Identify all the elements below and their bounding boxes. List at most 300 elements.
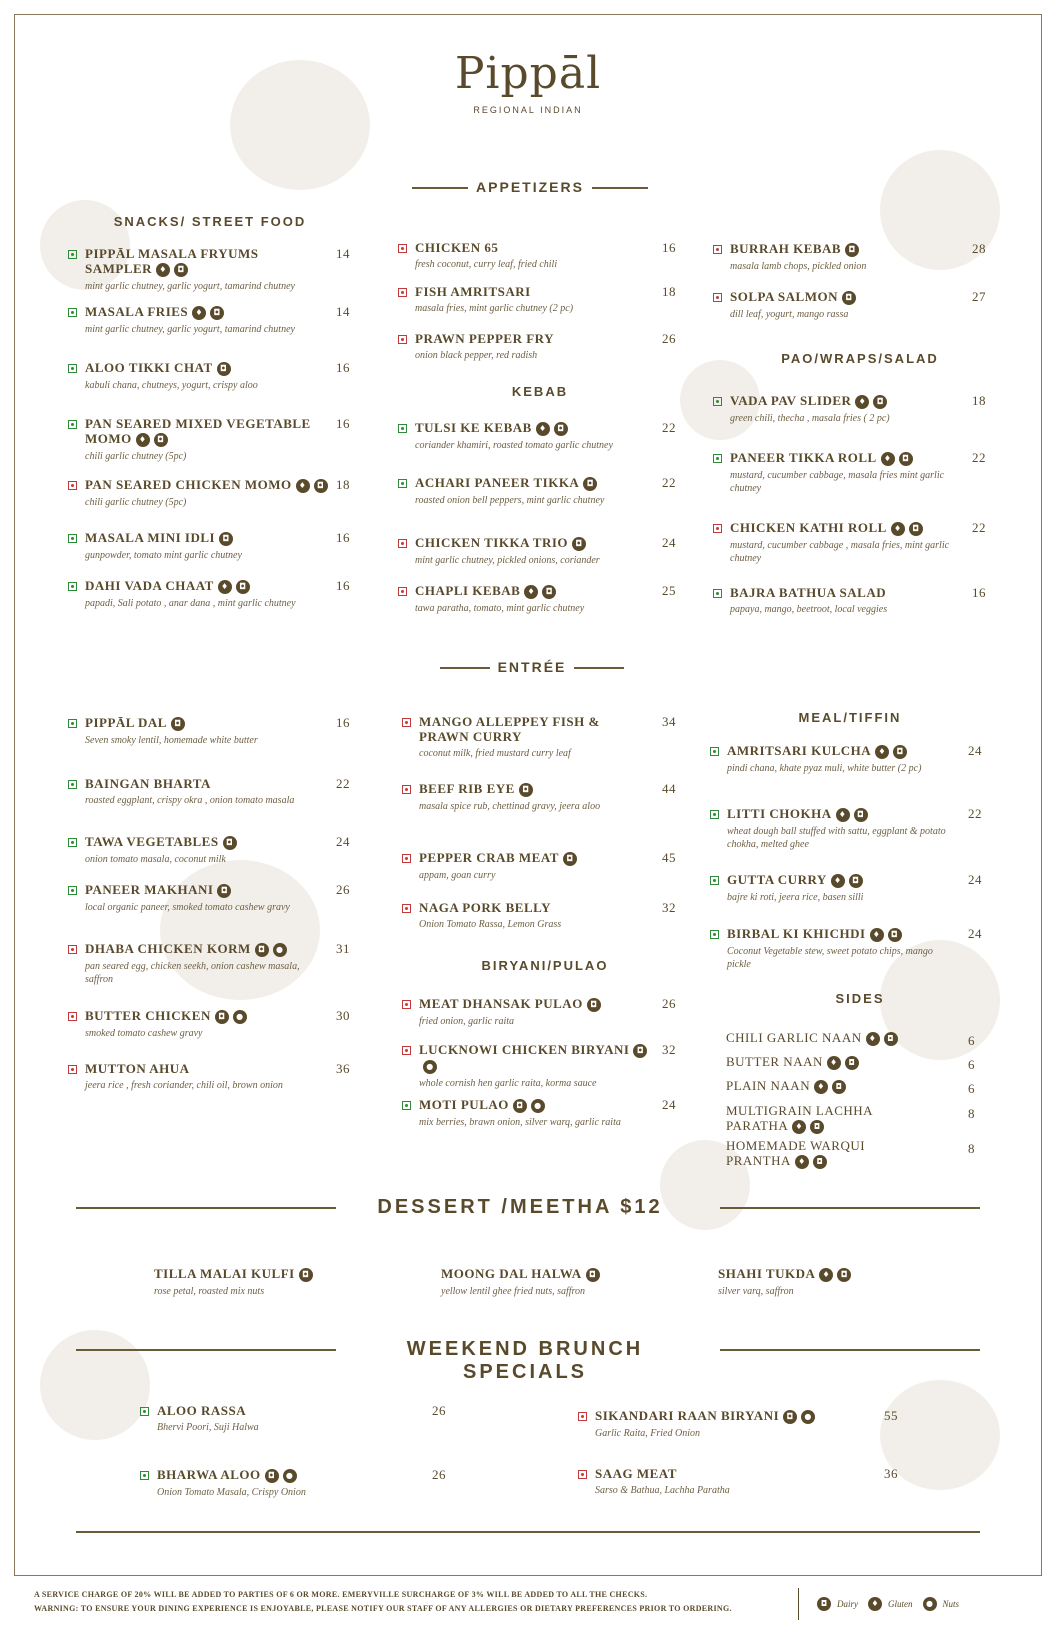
item-description: bajre ki roti, jeera rice, basen silli	[727, 892, 864, 904]
nuts-icon: ●	[283, 1469, 297, 1483]
menu-item	[68, 882, 328, 914]
item-name: BHARWA ALOO ◘ ●	[157, 1467, 297, 1483]
gluten-icon: ♦	[536, 422, 550, 436]
dairy-icon: ◘	[236, 580, 250, 594]
veg-mark-icon	[68, 420, 77, 429]
item-description: onion tomato masala, coconut milk	[85, 854, 226, 866]
item-description: roasted onion bell peppers, mint garlic chutney	[415, 495, 605, 507]
item-name: PEPPER CRAB MEAT ◘	[419, 850, 577, 866]
gluten-icon: ♦	[296, 479, 310, 493]
nonveg-mark-icon	[68, 1012, 77, 1021]
menu-item	[68, 1061, 328, 1092]
menu-item	[713, 585, 953, 616]
menu-item	[713, 520, 953, 565]
dairy-icon: ◘	[563, 852, 577, 866]
dairy-icon: ◘	[817, 1597, 831, 1611]
legend-dairy: Dairy	[837, 1599, 858, 1609]
gluten-icon: ♦	[218, 580, 232, 594]
veg-mark-icon	[68, 250, 77, 259]
divider	[76, 1207, 336, 1209]
gluten-icon: ♦	[881, 452, 895, 466]
item-name: SHAHI TUKDA ♦ ◘	[718, 1266, 958, 1282]
item-name: MOTI PULAO ◘ ●	[419, 1097, 545, 1113]
item-description: papaya, mango, beetroot, local veggies	[730, 604, 888, 615]
item-description: mint garlic chutney, garlic yogurt, tamarind chutney	[85, 281, 295, 293]
item-name: MASALA MINI IDLI ◘	[85, 530, 233, 546]
item-name: BAJRA BATHUA SALAD	[730, 585, 887, 600]
menu-item	[68, 246, 328, 293]
dairy-icon: ◘	[587, 998, 601, 1012]
menu-item	[398, 284, 648, 315]
section-meal: MEAL/TIFFIN	[798, 710, 902, 725]
brand-tagline: REGIONAL INDIAN	[473, 105, 583, 115]
item-price: 24	[662, 535, 676, 550]
legend-gluten: Gluten	[888, 1599, 913, 1609]
menu-item	[398, 475, 648, 507]
gluten-icon: ♦	[866, 1032, 880, 1046]
item-description: mustard, cucumber cabbage , masala fries, mint garlic chutney	[730, 540, 950, 565]
menu-item	[68, 941, 328, 986]
item-price: 28	[972, 241, 986, 256]
dairy-icon: ◘	[299, 1268, 313, 1282]
menu-item	[68, 530, 328, 562]
dairy-icon: ◘	[845, 243, 859, 257]
menu-item	[68, 1008, 328, 1040]
item-description: papadi, Sali potato , anar dana , mint garlic chutney	[85, 598, 296, 610]
item-name: LUCKNOWI CHICKEN BIRYANI ◘●	[419, 1042, 652, 1074]
item-description: rose petal, roasted mix nuts	[154, 1286, 265, 1298]
item-description: kabuli chana, chutneys, yogurt, crispy aloo	[85, 380, 258, 392]
item-name: PIPPĀL DAL ◘	[85, 715, 185, 731]
item-description: mustard, cucumber cabbage, masala fries mint garlic chutney	[730, 470, 945, 495]
item-price: 14	[336, 246, 350, 261]
dairy-icon: ◘	[899, 452, 913, 466]
gluten-icon: ♦	[136, 433, 150, 447]
menu-item	[68, 477, 328, 509]
item-description: masala lamb chops, pickled onion	[730, 261, 867, 273]
menu-item	[68, 715, 328, 747]
item-price: 24	[968, 926, 982, 941]
item-name: TILLA MALAI KULFI ◘	[154, 1266, 394, 1282]
dairy-icon: ◘	[217, 884, 231, 898]
item-price: 18	[972, 393, 986, 408]
item-price: 22	[662, 420, 676, 435]
dessert-item	[154, 1266, 394, 1298]
menu-item	[710, 806, 950, 851]
item-name: MEAT DHANSAK PULAO ◘	[419, 996, 601, 1012]
dairy-icon: ◘	[909, 522, 923, 536]
section-snacks: SNACKS/ STREET FOOD	[113, 214, 307, 229]
item-name: SIKANDARI RAAN BIRYANI ◘ ●	[595, 1408, 815, 1424]
item-name: BEEF RIB EYE ◘	[419, 781, 533, 797]
divider	[440, 667, 490, 669]
item-name: PANEER MAKHANI ◘	[85, 882, 231, 898]
side-item: MULTIGRAIN LACHHA PARATHA ♦ ◘	[726, 1103, 873, 1133]
item-price: 22	[972, 450, 986, 465]
item-price: 24	[662, 1097, 676, 1112]
dairy-icon: ◘	[223, 836, 237, 850]
item-name: CHICKEN KATHI ROLL ♦ ◘	[730, 520, 923, 536]
item-price: 25	[662, 583, 676, 598]
menu-item	[710, 743, 950, 775]
nuts-icon: ●	[273, 943, 287, 957]
item-name: SAAG MEAT	[595, 1466, 677, 1481]
nuts-icon: ●	[423, 1060, 437, 1074]
veg-mark-icon	[398, 479, 407, 488]
item-price: 32	[662, 1042, 676, 1057]
dairy-icon: ◘	[554, 422, 568, 436]
item-description: coriander khamiri, roasted tomato garlic chutney	[415, 440, 613, 452]
dairy-icon: ◘	[583, 477, 597, 491]
item-price: 16	[336, 715, 350, 730]
nonveg-mark-icon	[68, 481, 77, 490]
veg-mark-icon	[398, 424, 407, 433]
item-name: PANEER TIKKA ROLL ♦ ◘	[730, 450, 913, 466]
menu-item	[68, 776, 328, 807]
gluten-icon: ♦	[814, 1080, 828, 1094]
item-description: green chili, thecha , masala fries ( 2 pc)	[730, 413, 890, 425]
dairy-icon: ◘	[884, 1032, 898, 1046]
nonveg-mark-icon	[713, 293, 722, 302]
dairy-icon: ◘	[174, 263, 188, 277]
logo	[0, 48, 1056, 115]
menu-item	[398, 331, 648, 362]
item-description: onion black pepper, red radish	[415, 350, 538, 361]
item-name: ALOO TIKKI CHAT ◘	[85, 360, 231, 376]
dairy-icon: ◘	[893, 745, 907, 759]
dairy-icon: ◘	[832, 1080, 846, 1094]
section-appetizers: APPETIZERS	[476, 179, 584, 195]
item-description: appam, goan curry	[419, 870, 496, 882]
item-name: CHICKEN TIKKA TRIO ◘	[415, 535, 586, 551]
menu-item	[402, 714, 652, 760]
item-price: 16	[336, 578, 350, 593]
gluten-icon: ♦	[524, 585, 538, 599]
item-name: BUTTER CHICKEN ◘ ●	[85, 1008, 247, 1024]
item-description: tawa paratha, tomato, mint garlic chutney	[415, 603, 585, 615]
dairy-icon: ◘	[854, 808, 868, 822]
nonveg-mark-icon	[402, 1046, 411, 1055]
item-price: 22	[336, 776, 350, 791]
menu-item	[140, 1403, 380, 1434]
item-description: whole cornish hen garlic raita, korma sauce	[419, 1078, 597, 1090]
dairy-icon: ◘	[633, 1044, 647, 1058]
dairy-icon: ◘	[783, 1410, 797, 1424]
item-price: 32	[662, 900, 676, 915]
item-name: TAWA VEGETABLES ◘	[85, 834, 237, 850]
item-price: 24	[336, 834, 350, 849]
gluten-icon: ♦	[868, 1597, 882, 1611]
item-price: 16	[972, 585, 986, 600]
side-item: PLAIN NAAN ♦ ◘	[726, 1078, 926, 1094]
item-name: BAINGAN BHARTA	[85, 776, 211, 791]
item-name: PIPPĀL MASALA FRYUMS SAMPLER ♦ ◘	[85, 246, 259, 276]
item-description: Garlic Raita, Fried Onion	[595, 1428, 700, 1440]
veg-mark-icon	[68, 308, 77, 317]
item-description: Coconut Vegetable stew, sweet potato chips, mango pickle	[727, 946, 933, 971]
item-name: BURRAH KEBAB ◘	[730, 241, 859, 257]
dairy-icon: ◘	[255, 943, 269, 957]
gluten-icon: ♦	[156, 263, 170, 277]
divider	[574, 667, 624, 669]
nonveg-mark-icon	[398, 335, 407, 344]
item-name: CHAPLI KEBAB ♦ ◘	[415, 583, 556, 599]
menu-item	[713, 393, 953, 425]
veg-mark-icon	[68, 886, 77, 895]
item-description: Onion Tomato Masala, Crispy Onion	[157, 1487, 306, 1499]
menu-item	[402, 1097, 652, 1129]
dairy-icon: ◘	[845, 1056, 859, 1070]
side-price: 8	[968, 1141, 975, 1156]
menu-item	[398, 420, 648, 452]
item-price: 16	[336, 360, 350, 375]
section-brunch: WEEKEND BRUNCH SPECIALS	[406, 1338, 644, 1383]
side-price: 8	[968, 1106, 975, 1121]
item-price: 34	[662, 714, 676, 729]
divider	[412, 187, 468, 189]
item-description: jeera rice , fresh coriander, chili oil, brown onion	[85, 1080, 283, 1091]
veg-mark-icon	[68, 582, 77, 591]
gluten-icon: ♦	[827, 1056, 841, 1070]
item-description: mint garlic chutney, garlic yogurt, tamarind chutney	[85, 324, 295, 336]
veg-mark-icon	[68, 838, 77, 847]
menu-item	[398, 240, 648, 271]
item-name: VADA PAV SLIDER ♦ ◘	[730, 393, 887, 409]
item-price: 44	[662, 781, 676, 796]
veg-mark-icon	[68, 534, 77, 543]
dairy-icon: ◘	[314, 479, 328, 493]
item-name: SOLPA SALMON ◘	[730, 289, 856, 305]
menu-item	[68, 304, 328, 336]
leaf-decoration	[880, 1380, 1000, 1490]
item-name: ALOO RASSA	[157, 1403, 247, 1418]
nonveg-mark-icon	[402, 904, 411, 913]
item-price: 16	[662, 240, 676, 255]
service-charge-note: A SERVICE CHARGE OF 20% WILL BE ADDED TO PARTIES OF 6 OR MORE. EMERYVILLE SURCHARGE OF 3% WILL BE ADDED TO ALL THE CHECKS.	[34, 1590, 648, 1599]
menu-item	[402, 900, 652, 931]
side-item: CHILI GARLIC NAAN ♦ ◘	[726, 1030, 926, 1046]
item-description: mix berries, brawn onion, silver warq, garlic raita	[419, 1117, 621, 1129]
item-name: MUTTON AHUA	[85, 1061, 190, 1076]
dairy-icon: ◘	[586, 1268, 600, 1282]
dessert-item	[718, 1266, 958, 1298]
item-name: TULSI KE KEBAB ♦ ◘	[415, 420, 568, 436]
menu-item	[710, 872, 950, 904]
footer-notes	[34, 1588, 732, 1616]
section-pao: PAO/WRAPS/SALAD	[781, 351, 939, 366]
veg-mark-icon	[713, 397, 722, 406]
divider	[76, 1531, 980, 1533]
item-price: 14	[336, 304, 350, 319]
section-dessert: DESSERT /MEETHA $12	[377, 1196, 663, 1218]
section-biryani: BIRYANI/PULAO	[481, 958, 609, 973]
nonveg-mark-icon	[398, 587, 407, 596]
item-description: Sarso & Bathua, Lachha Paratha	[595, 1485, 730, 1496]
brand-name: Pippāl	[454, 48, 602, 99]
item-name: FISH AMRITSARI	[415, 284, 531, 299]
item-description: Seven smoky lentil, homemade white butter	[85, 735, 258, 747]
item-price: 31	[336, 941, 350, 956]
menu-item	[398, 535, 648, 567]
menu-item	[402, 850, 652, 882]
item-price: 22	[662, 475, 676, 490]
item-name: PAN SEARED MIXED VEGETABLE MOMO ♦ ◘	[85, 416, 311, 446]
gluten-icon: ♦	[819, 1268, 833, 1282]
item-price: 26	[662, 996, 676, 1011]
dessert-item	[441, 1266, 681, 1298]
menu-item	[578, 1408, 838, 1440]
item-name: NAGA PORK BELLY	[419, 900, 551, 915]
menu-item	[68, 578, 328, 610]
item-description: pan seared egg, chicken seekh, onion cashew masala, saffron	[85, 961, 300, 986]
item-description: fried onion, garlic raita	[419, 1016, 514, 1028]
dairy-icon: ◘	[519, 783, 533, 797]
veg-mark-icon	[140, 1471, 149, 1480]
nonveg-mark-icon	[398, 288, 407, 297]
item-description: smoked tomato cashew gravy	[85, 1028, 203, 1040]
item-price: 18	[336, 477, 350, 492]
item-price: 22	[972, 520, 986, 535]
item-description: roasted eggplant, crispy okra , onion tomato masala	[85, 795, 295, 806]
veg-mark-icon	[710, 876, 719, 885]
dairy-icon: ◘	[542, 585, 556, 599]
divider	[76, 1349, 336, 1351]
menu-item	[713, 450, 953, 495]
item-name: ACHARI PANEER TIKKA ◘	[415, 475, 597, 491]
gluten-icon: ♦	[831, 874, 845, 888]
dairy-icon: ◘	[215, 1010, 229, 1024]
legend-nuts: Nuts	[942, 1599, 960, 1609]
item-price: 24	[968, 743, 982, 758]
menu-item	[68, 360, 328, 392]
allergen-legend	[798, 1588, 959, 1620]
veg-mark-icon	[710, 930, 719, 939]
menu-item	[710, 926, 950, 971]
item-description: Bhervi Poori, Suji Halwa	[157, 1422, 259, 1433]
section-sides: SIDES	[835, 991, 885, 1006]
nuts-icon: ●	[531, 1099, 545, 1113]
item-description: masala fries, mint garlic chutney (2 pc)	[415, 303, 574, 314]
item-description: coconut milk, fried mustard curry leaf	[419, 748, 571, 759]
dairy-icon: ◘	[842, 291, 856, 305]
gluten-icon: ♦	[875, 745, 889, 759]
item-description: wheat dough ball stuffed with sattu, eggplant & potato chokha, melted ghee	[727, 826, 946, 851]
menu-item	[402, 781, 652, 813]
veg-mark-icon	[68, 719, 77, 728]
veg-mark-icon	[710, 810, 719, 819]
divider	[720, 1207, 980, 1209]
dairy-icon: ◘	[265, 1469, 279, 1483]
menu-item	[398, 583, 648, 615]
item-description: gunpowder, tomato mint garlic chutney	[85, 550, 242, 562]
item-name: CHICKEN 65	[415, 240, 499, 255]
side-price: 6	[968, 1033, 975, 1048]
item-description: local organic paneer, smoked tomato cashew gravy	[85, 902, 290, 914]
veg-mark-icon	[402, 1101, 411, 1110]
item-price: 18	[662, 284, 676, 299]
nonveg-mark-icon	[578, 1470, 587, 1479]
item-name: MANGO ALLEPPEY FISH & PRAWN CURRY	[419, 714, 600, 744]
item-price: 26	[336, 882, 350, 897]
veg-mark-icon	[713, 454, 722, 463]
nonveg-mark-icon	[68, 945, 77, 954]
menu-item	[713, 289, 953, 321]
dairy-icon: ◘	[813, 1155, 827, 1169]
allergy-warning: WARNING: TO ENSURE YOUR DINING EXPERIENCE IS ENJOYABLE, PLEASE NOTIFY OUR STAFF OF ANY ALLERGIES OR DIETARY PREFERENCES PRIOR TO ORDERING.	[34, 1604, 732, 1613]
nonveg-mark-icon	[578, 1412, 587, 1421]
nuts-icon: ●	[233, 1010, 247, 1024]
item-name: AMRITSARI KULCHA ♦ ◘	[727, 743, 907, 759]
item-name: MASALA FRIES ♦ ◘	[85, 304, 224, 320]
item-description: masala spice rub, chettinad gravy, jeera aloo	[419, 801, 601, 813]
item-price: 36	[336, 1061, 350, 1076]
gluten-icon: ♦	[870, 928, 884, 942]
item-price: 26	[432, 1403, 446, 1418]
item-name: PRAWN PEPPER FRY	[415, 331, 554, 346]
item-price: 24	[968, 872, 982, 887]
item-description: Onion Tomato Rassa, Lemon Grass	[419, 919, 562, 930]
gluten-icon: ♦	[795, 1155, 809, 1169]
section-entree: ENTRÉE	[497, 659, 567, 675]
item-price: 36	[884, 1466, 898, 1481]
dairy-icon: ◘	[810, 1120, 824, 1134]
item-price: 26	[432, 1467, 446, 1482]
item-description: yellow lentil ghee fried nuts, saffron	[441, 1286, 586, 1298]
item-description: dill leaf, yogurt, mango rassa	[730, 309, 849, 321]
veg-mark-icon	[68, 780, 77, 789]
nuts-icon: ●	[801, 1410, 815, 1424]
item-price: 22	[968, 806, 982, 821]
item-description: chili garlic chutney (5pc)	[85, 497, 187, 509]
item-name: MOONG DAL HALWA ◘	[441, 1266, 681, 1282]
nonveg-mark-icon	[402, 854, 411, 863]
gluten-icon: ♦	[792, 1120, 806, 1134]
divider	[720, 1349, 980, 1351]
veg-mark-icon	[710, 747, 719, 756]
item-name: DHABA CHICKEN KORM ◘ ●	[85, 941, 287, 957]
nonveg-mark-icon	[402, 785, 411, 794]
nonveg-mark-icon	[402, 718, 411, 727]
veg-mark-icon	[140, 1407, 149, 1416]
side-price: 6	[968, 1057, 975, 1072]
item-description: silver varq, saffron	[718, 1286, 794, 1298]
item-name: BIRBAL KI KHICHDI ♦ ◘	[727, 926, 902, 942]
item-description: mint garlic chutney, pickled onions, coriander	[415, 555, 600, 567]
item-name: GUTTA CURRY ♦ ◘	[727, 872, 863, 888]
item-price: 16	[336, 416, 350, 431]
menu-item	[402, 996, 652, 1028]
divider	[592, 187, 648, 189]
veg-mark-icon	[68, 364, 77, 373]
nonveg-mark-icon	[68, 1065, 77, 1074]
gluten-icon: ♦	[836, 808, 850, 822]
dairy-icon: ◘	[219, 532, 233, 546]
menu-item	[68, 834, 328, 866]
item-price: 27	[972, 289, 986, 304]
menu-item	[713, 241, 953, 273]
side-price: 6	[968, 1081, 975, 1096]
nuts-icon: ●	[923, 1597, 937, 1611]
dairy-icon: ◘	[154, 433, 168, 447]
menu-item	[68, 416, 328, 463]
dairy-icon: ◘	[210, 306, 224, 320]
section-kebab: KEBAB	[511, 384, 569, 399]
side-item: HOMEMADE WARQUI PRANTHA ♦ ◘	[726, 1138, 866, 1168]
dairy-icon: ◘	[849, 874, 863, 888]
item-price: 26	[662, 331, 676, 346]
dairy-icon: ◘	[217, 362, 231, 376]
gluten-icon: ♦	[192, 306, 206, 320]
